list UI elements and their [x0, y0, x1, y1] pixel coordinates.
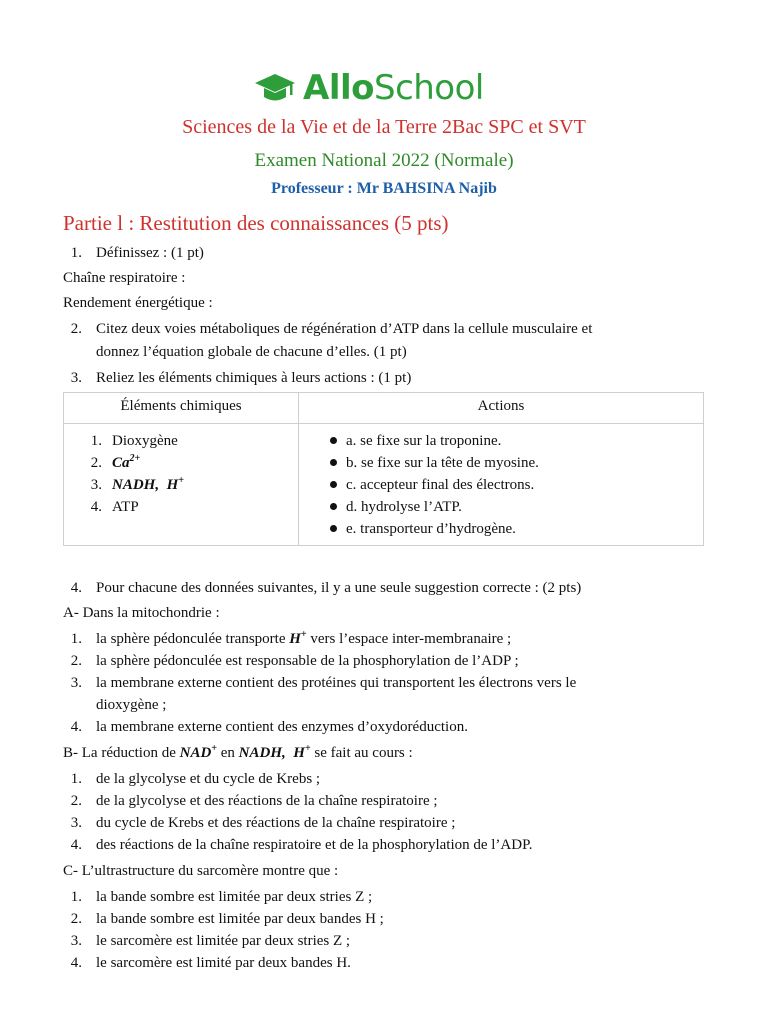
- item-formula: H: [289, 631, 301, 647]
- element-formula: Ca: [112, 455, 130, 471]
- bullet-icon: [330, 503, 337, 510]
- item-text-line-1: la membrane externe contient des protéines qui transportent les électrons vers le: [96, 675, 577, 691]
- question-text-line-1: Citez deux voies métaboliques de régénération d’ATP dans la cellule musculaire et: [96, 321, 593, 337]
- bullet-icon: [330, 459, 337, 466]
- item-number: 3.: [70, 815, 82, 831]
- item-text: le sarcomère est limitée par deux stries Z ;: [96, 933, 351, 949]
- logo-text-bold: Allo: [303, 68, 374, 108]
- item-number: 4.: [70, 837, 82, 853]
- bullet-icon: [330, 481, 337, 488]
- title-charge-1: +: [211, 743, 217, 754]
- item-text: du cycle de Krebs et des réactions de la chaîne respiratoire ;: [96, 815, 456, 831]
- question-text: Définissez : (1 pt): [96, 245, 204, 261]
- logo-wordmark: [303, 66, 484, 110]
- question-number: 4.: [70, 580, 82, 596]
- logo-text-regular: School: [373, 68, 484, 108]
- item-number: 1.: [70, 889, 82, 905]
- item-number: 4.: [70, 955, 82, 971]
- table-divider: [298, 393, 299, 545]
- section-c-title: C- L’ultrastructure du sarcomère montre que :: [63, 863, 339, 879]
- item-text: la membrane externe contient des enzymes d’oxydoréduction.: [96, 719, 468, 735]
- element-charge: +: [178, 475, 184, 486]
- action-item: e. transporteur d’hydrogène.: [346, 521, 516, 537]
- section-b-title: [63, 742, 413, 764]
- title-charge-2: +: [304, 743, 311, 754]
- item-charge: +: [300, 629, 307, 640]
- title-text-post: se fait au cours :: [310, 745, 413, 761]
- action-item: d. hydrolyse l’ATP.: [346, 499, 462, 515]
- question-text: Pour chacune des données suivantes, il y a une seule suggestion correcte : (2 pts): [96, 580, 582, 596]
- item-number: 2.: [70, 911, 82, 927]
- title-formula-1: NAD: [179, 745, 212, 761]
- item-text: de la glycolyse et du cycle de Krebs ;: [96, 771, 321, 787]
- item-text: [96, 628, 511, 650]
- item-text: la sphère pédonculée est responsable de la phosphorylation de l’ADP ;: [96, 653, 519, 669]
- question-text: Reliez les éléments chimiques à leurs actions : (1 pt): [96, 370, 412, 386]
- item-text: la bande sombre est limitée par deux stries Z ;: [96, 889, 373, 905]
- question-number: 3.: [70, 370, 82, 386]
- question-number: 2.: [70, 321, 82, 337]
- element-label: Dioxygène: [112, 433, 178, 449]
- exam-title: Examen National 2022 (Normale): [254, 150, 514, 171]
- action-item: a. se fixe sur la troponine.: [346, 433, 502, 449]
- element-charge: 2+: [129, 453, 141, 464]
- item-text: des réactions de la chaîne respiratoire et de la phosphorylation de l’ADP.: [96, 837, 533, 853]
- alloschool-logo[interactable]: [255, 66, 484, 110]
- action-item: b. se fixe sur la tête de myosine.: [346, 455, 539, 471]
- graduation-cap-icon: [255, 70, 295, 106]
- item-text-line-2: dioxygène ;: [96, 697, 167, 713]
- title-text-mid: en: [217, 745, 239, 761]
- subject-title: Sciences de la Vie et de la Terre 2Bac SPC et SVT: [182, 116, 586, 138]
- question-text-line-2: donnez l’équation globale de chacune d’elles. (1 pt): [96, 344, 407, 360]
- item-number: 3.: [90, 477, 102, 493]
- item-text-post: vers l’espace inter-membranaire ;: [306, 631, 512, 647]
- professor-name: Professeur : Mr BAHSINA Najib: [271, 180, 497, 197]
- title-formula-2: NADH, H: [238, 745, 305, 761]
- item-number: 1.: [70, 771, 82, 787]
- question-number: 1.: [70, 245, 82, 261]
- part-1-title: Partie l : Restitution des connaissances (5 pts): [63, 211, 449, 235]
- item-number: 2.: [70, 653, 82, 669]
- item-number: 1.: [70, 631, 82, 647]
- action-item: c. accepteur final des électrons.: [346, 477, 535, 493]
- item-number: 1.: [90, 433, 102, 449]
- item-number: 3.: [70, 933, 82, 949]
- item-text: le sarcomère est limité par deux bandes H.: [96, 955, 351, 971]
- item-number: 2.: [90, 455, 102, 471]
- item-text: la bande sombre est limitée par deux bandes H ;: [96, 911, 384, 927]
- item-number: 3.: [70, 675, 82, 691]
- matching-table: [63, 392, 704, 546]
- section-a-title: A- Dans la mitochondrie :: [63, 605, 220, 621]
- bullet-icon: [330, 525, 337, 532]
- item-text: de la glycolyse et des réactions de la chaîne respiratoire ;: [96, 793, 438, 809]
- item-number: 4.: [90, 499, 102, 515]
- item-number: 4.: [70, 719, 82, 735]
- title-text-pre: B- La réduction de: [63, 745, 180, 761]
- item-number: 2.: [70, 793, 82, 809]
- column-header-actions: Actions: [477, 398, 525, 414]
- item-text-pre: la sphère pédonculée transporte: [96, 631, 290, 647]
- element-label: [112, 474, 184, 496]
- definition-1: Chaîne respiratoire :: [63, 270, 186, 286]
- element-formula: NADH, H: [112, 477, 179, 493]
- element-label: [112, 452, 140, 474]
- element-label: ATP: [112, 499, 139, 515]
- column-header-elements: Éléments chimiques: [120, 398, 242, 414]
- bullet-icon: [330, 437, 337, 444]
- definition-2: Rendement énergétique :: [63, 295, 213, 311]
